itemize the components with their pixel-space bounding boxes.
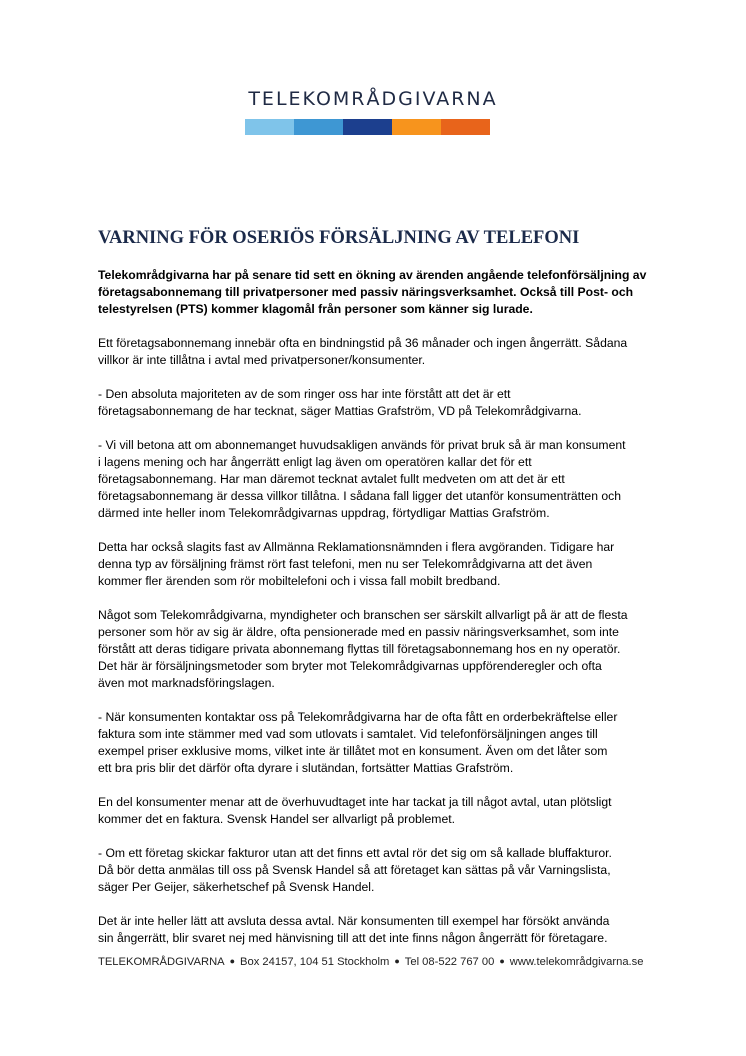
- footer-phone: Tel 08-522 767 00: [404, 956, 495, 968]
- bullet-separator-icon: ●: [229, 956, 236, 966]
- page-footer: [98, 956, 658, 968]
- body-paragraph: [98, 709, 658, 777]
- paragraph-line: exempel priser exklusive moms, vilket inte är tillåtet mot en konsument. Även om det låter som: [98, 744, 608, 758]
- logo-color-segment: [343, 119, 392, 135]
- paragraph-line: Då bör detta anmälas till oss på Svensk Handel så att företaget kan sättas på vår Varningslista,: [98, 863, 611, 877]
- document-title: VARNING FÖR OSERIÖS FÖRSÄLJNING AV TELEFONI: [98, 228, 580, 248]
- logo-color-segment: [294, 119, 343, 135]
- lead-paragraph: [98, 267, 658, 318]
- paragraph-line: Detta har också slagits fast av Allmänna Reklamationsnämnden i flera avgöranden. Tidigare har: [98, 540, 615, 554]
- paragraph-line: företagsabonnemang är dessa villkor tillåtna. I sådana fall ligger det utanför konsumenträtten och: [98, 489, 622, 503]
- paragraph-line: säger Per Geijer, säkerhetschef på Svensk Handel.: [98, 880, 375, 894]
- footer-website: www.telekområdgivarna.se: [509, 956, 644, 968]
- body-paragraph: [98, 794, 658, 828]
- bullet-separator-icon: ●: [394, 956, 400, 966]
- logo-color-bar: [245, 119, 490, 135]
- logo-color-segment: [441, 119, 490, 135]
- paragraph-line: - När konsumenten kontaktar oss på Telekområdgivarna har de ofta fått en orderbekräftelse eller: [98, 710, 618, 724]
- body-paragraph: [98, 607, 658, 692]
- paragraph-line: En del konsumenter menar att de överhuvudtaget inte har tackat ja till något avtal, utan plötsligt: [98, 795, 612, 809]
- body-paragraph: [98, 539, 658, 590]
- paragraph-line: därmed inte heller inom Telekområdgivarnas uppdrag, förtydligar Mattias Grafström.: [98, 506, 550, 520]
- document-body: [98, 267, 658, 964]
- paragraph-line: kommer det en faktura. Svensk Handel ser allvarligt på problemet.: [98, 812, 455, 826]
- paragraph-line: Ett företagsabonnemang innebär ofta en bindningstid på 36 månader och ingen ångerrätt. Sådana: [98, 336, 628, 350]
- paragraph-line: - Den absoluta majoriteten av de som ringer oss har inte förstått att det är ett: [98, 387, 511, 401]
- paragraph-line: sin ångerrätt, blir svaret nej med hänvisning till att det inte finns någon ångerrätt för företagare.: [98, 931, 608, 945]
- paragraph-line: telestyrelsen (PTS) kommer klagomål från personer som känner sig lurade.: [98, 302, 533, 316]
- body-paragraph: [98, 437, 658, 522]
- paragraph-line: kommer fler ärenden som rör mobiltelefoni och i vissa fall mobilt bredband.: [98, 574, 501, 588]
- footer-address: Box 24157, 104 51 Stockholm: [240, 956, 390, 968]
- paragraph-line: Telekområdgivarna har på senare tid sett en ökning av ärenden angående telefonförsäljning av: [98, 268, 647, 282]
- body-paragraph: [98, 913, 658, 947]
- logo-color-segment: [392, 119, 441, 135]
- paragraph-line: Det är inte heller lätt att avsluta dessa avtal. När konsumenten till exempel har försökt använda: [98, 914, 610, 928]
- paragraph-line: ett bra pris blir det därför ofta dyrare i slutändan, fortsätter Mattias Grafström.: [98, 761, 514, 775]
- body-paragraph: [98, 335, 658, 369]
- logo-wordmark: TELEKOMRÅDGIVARNA: [248, 88, 498, 110]
- paragraph-line: personer som hör av sig är äldre, ofta pensionerade med en passiv näringsverksamhet, som inte: [98, 625, 619, 639]
- paragraph-line: - Vi vill betona att om abonnemanget huvudsakligen används för privat bruk så är man konsument: [98, 438, 626, 452]
- paragraph-line: även mot marknadsföringslagen.: [98, 676, 275, 690]
- paragraph-line: - Om ett företag skickar fakturor utan att det finns ett avtal rör det sig om så kallade bluffakturor.: [98, 846, 612, 860]
- paragraph-line: denna typ av försäljning främst rört fast telefoni, men nu ser Telekområdgivarna att det även: [98, 557, 593, 571]
- paragraph-line: företagsabonnemang de har tecknat, säger Mattias Grafström, VD på Telekområdgivarna.: [98, 404, 582, 418]
- paragraph-line: förstått att deras tidigare privata abonnemang flyttas till företagsabonnemang hos en ny operatör.: [98, 642, 621, 656]
- paragraph-line: faktura som inte stämmer med vad som utlovats i samtalet. Vid telefonförsäljningen anges till: [98, 727, 598, 741]
- logo-color-segment: [245, 119, 294, 135]
- bullet-separator-icon: ●: [499, 956, 505, 966]
- paragraph-line: Något som Telekområdgivarna, myndigheter och branschen ser särskilt allvarligt på är att de flesta: [98, 608, 628, 622]
- paragraph-line: Det här är försäljningsmetoder som bryter mot Telekområdgivarnas uppförenderegler och ofta: [98, 659, 602, 673]
- paragraph-line: företagsabonnemang till privatpersoner med passiv näringsverksamhet. Också till Post- och: [98, 285, 634, 299]
- paragraph-line: villkor är inte tillåtna i avtal med privatpersoner/konsumenter.: [98, 353, 426, 367]
- footer-company: TELEKOMRÅDGIVARNA: [98, 956, 225, 968]
- body-paragraph: [98, 845, 658, 896]
- body-paragraph: [98, 386, 658, 420]
- paragraph-line: företagsabonnemang. Har man däremot tecknat avtalet fullt medveten om att det är ett: [98, 472, 565, 486]
- paragraph-line: i lagens mening och har ångerrätt enligt lag även om operatören kallar det för ett: [98, 455, 532, 469]
